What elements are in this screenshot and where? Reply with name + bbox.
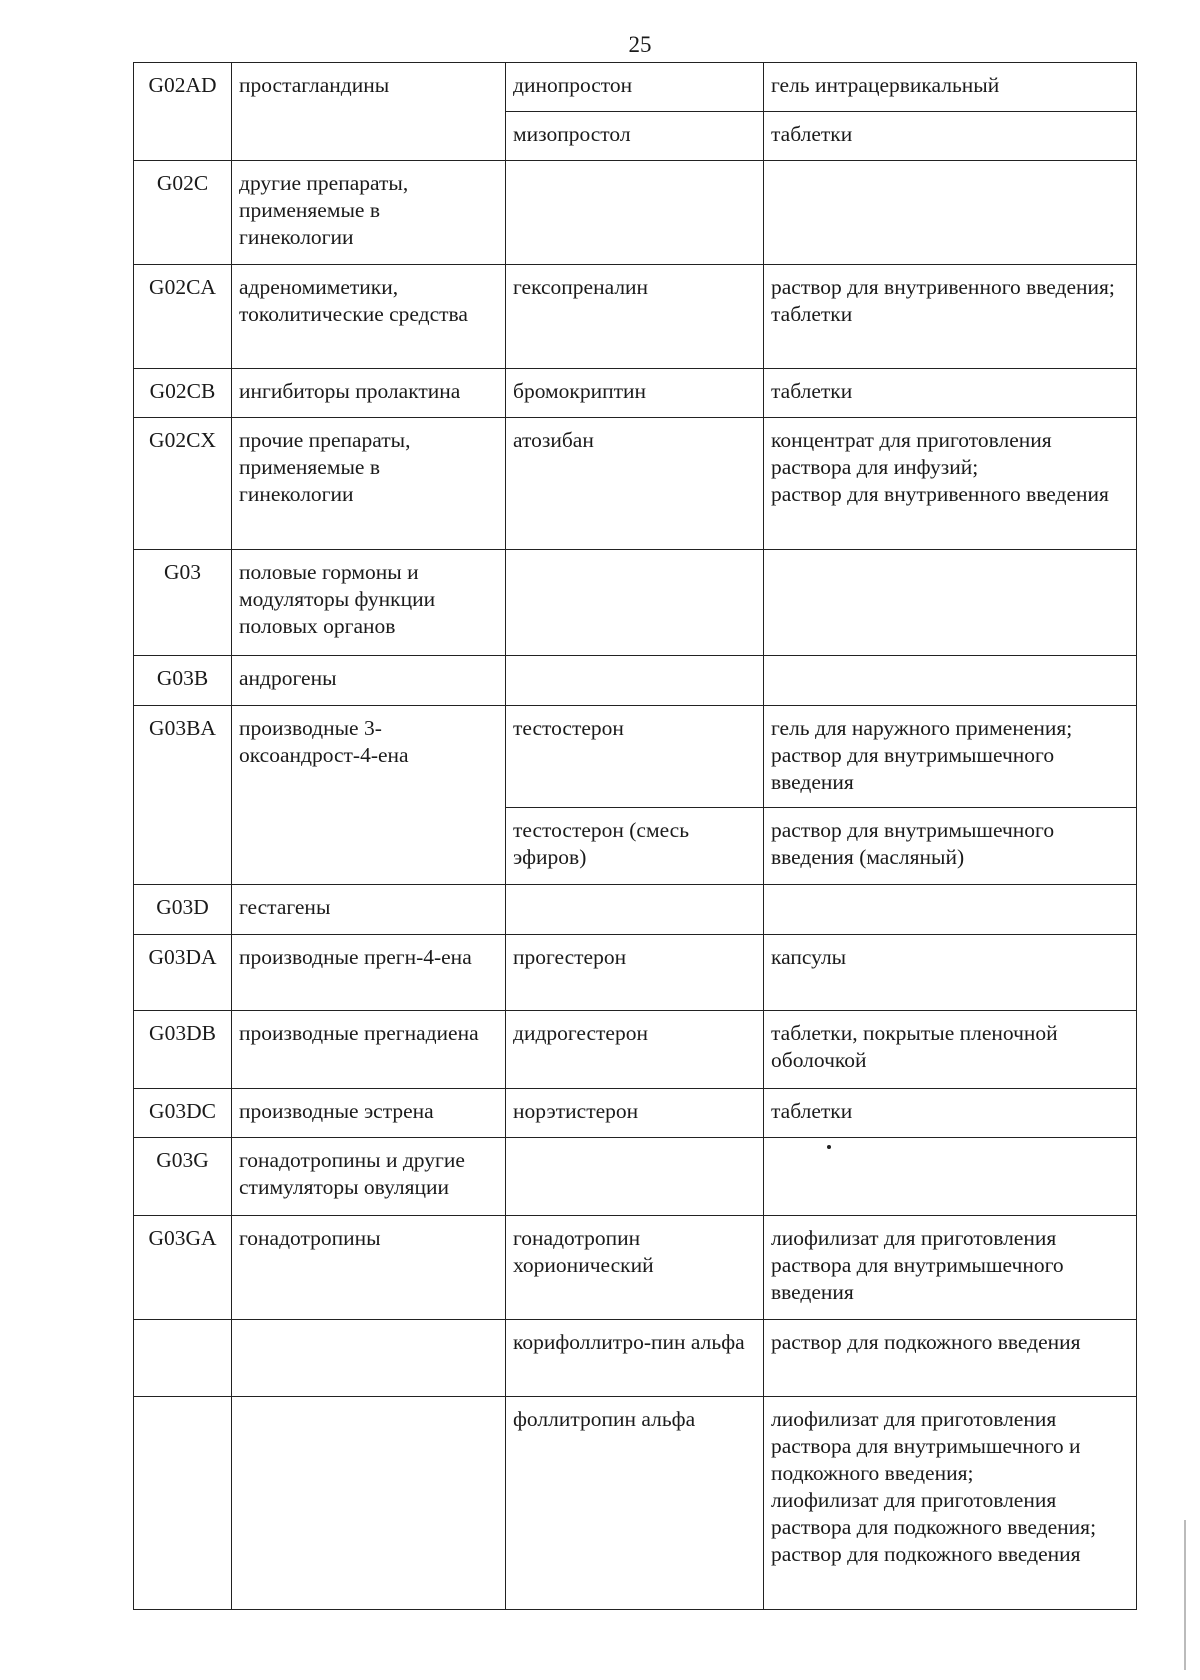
dosage-form-cell — [764, 1138, 1137, 1216]
group-name-cell — [232, 1320, 506, 1397]
atc-code-cell: G02CA — [134, 265, 232, 369]
atc-code-cell: G03D — [134, 885, 232, 935]
drug-name-cell — [506, 885, 764, 935]
atc-code-cell: G03DB — [134, 1011, 232, 1089]
dosage-form-cell: гель интрацервикальный — [764, 63, 1137, 112]
dosage-form-cell — [764, 656, 1137, 706]
table-row — [134, 161, 1137, 265]
table-row — [134, 265, 1137, 369]
atc-code-cell: G03 — [134, 550, 232, 656]
drug-name-cell: мизопростол — [506, 112, 764, 161]
scan-speck — [827, 1145, 831, 1149]
table-row — [134, 1216, 1137, 1320]
group-name-cell: гонадотропины — [232, 1216, 506, 1320]
dosage-form-cell: таблетки, покрытые пленочной оболочкой — [764, 1011, 1137, 1089]
group-name-cell: адреномиметики, токолитические средства — [232, 265, 506, 369]
dosage-form-cell: концентрат для приготовления раствора для инфузий; раствор для внутривенного введения — [764, 418, 1137, 550]
drug-name-cell: динопростон — [506, 63, 764, 112]
dosage-form-cell — [764, 885, 1137, 935]
group-name-cell: гонадотропины и другие стимуляторы овуляции — [232, 1138, 506, 1216]
drug-name-cell: прогестерон — [506, 935, 764, 1011]
table-row — [134, 1397, 1137, 1610]
drug-name-cell: дидрогестерон — [506, 1011, 764, 1089]
table-row — [134, 418, 1137, 550]
table-row — [134, 63, 1137, 112]
group-name-cell: производные прегнадиена — [232, 1011, 506, 1089]
dosage-form-cell: таблетки — [764, 369, 1137, 418]
table-row — [134, 1320, 1137, 1397]
drug-name-cell: фоллитропин альфа — [506, 1397, 764, 1610]
drug-name-cell: бромокриптин — [506, 369, 764, 418]
atc-code-cell: G03DA — [134, 935, 232, 1011]
dosage-form-cell: раствор для подкожного введения — [764, 1320, 1137, 1397]
drug-name-cell: гексопреналин — [506, 265, 764, 369]
atc-code-cell: G03G — [134, 1138, 232, 1216]
table-row — [134, 1138, 1137, 1216]
atc-code-cell: G03B — [134, 656, 232, 706]
drug-name-cell — [506, 1138, 764, 1216]
dosage-form-cell: лиофилизат для приготовления раствора для внутримышечного введения — [764, 1216, 1137, 1320]
table-row — [134, 885, 1137, 935]
dosage-form-cell: таблетки — [764, 1089, 1137, 1138]
atc-code-cell: G03GA — [134, 1216, 232, 1320]
dosage-form-cell — [764, 550, 1137, 656]
drug-classification-table — [133, 62, 1137, 1610]
group-name-cell: половые гормоны и модуляторы функции половых органов — [232, 550, 506, 656]
atc-code-cell — [134, 1320, 232, 1397]
dosage-form-cell: таблетки — [764, 112, 1137, 161]
atc-code-cell: G02C — [134, 161, 232, 265]
scan-edge-line — [1184, 1520, 1186, 1670]
group-name-cell: производные прегн-4-ена — [232, 935, 506, 1011]
dosage-form-cell: раствор для внутривенного введения; таблетки — [764, 265, 1137, 369]
atc-code-cell: G02CB — [134, 369, 232, 418]
drug-name-cell: атозибан — [506, 418, 764, 550]
drug-name-cell — [506, 550, 764, 656]
atc-code-cell — [134, 1397, 232, 1610]
drug-name-cell: норэтистерон — [506, 1089, 764, 1138]
drug-name-cell: корифоллитро-пин альфа — [506, 1320, 764, 1397]
group-name-cell: производные 3-оксоандрост-4-ена — [232, 706, 506, 885]
dosage-form-cell — [764, 161, 1137, 265]
group-name-cell: андрогены — [232, 656, 506, 706]
group-name-cell: производные эстрена — [232, 1089, 506, 1138]
drug-name-cell: гонадотропин хорионический — [506, 1216, 764, 1320]
group-name-cell — [232, 1397, 506, 1610]
dosage-form-cell: капсулы — [764, 935, 1137, 1011]
drug-name-cell — [506, 161, 764, 265]
dosage-form-cell: гель для наружного применения; раствор для внутримышечного введения — [764, 706, 1137, 808]
atc-code-cell: G03BA — [134, 706, 232, 885]
group-name-cell: другие препараты, применяемые в гинекологии — [232, 161, 506, 265]
group-name-cell: простагландины — [232, 63, 506, 161]
dosage-form-cell: раствор для внутримышечного введения (масляный) — [764, 808, 1137, 885]
page-number: 25 — [628, 32, 652, 57]
atc-code-cell: G02AD — [134, 63, 232, 161]
table-row — [134, 550, 1137, 656]
table-row — [134, 706, 1137, 808]
table-row — [134, 369, 1137, 418]
atc-code-cell: G02CX — [134, 418, 232, 550]
group-name-cell: прочие препараты, применяемые в гинекологии — [232, 418, 506, 550]
group-name-cell: ингибиторы пролактина — [232, 369, 506, 418]
group-name-cell: гестагены — [232, 885, 506, 935]
drug-name-cell — [506, 656, 764, 706]
table-row — [134, 1089, 1137, 1138]
drug-name-cell: тестостерон (смесь эфиров) — [506, 808, 764, 885]
atc-code-cell: G03DC — [134, 1089, 232, 1138]
table-row — [134, 656, 1137, 706]
drug-name-cell: тестостерон — [506, 706, 764, 808]
table-row — [134, 1011, 1137, 1089]
dosage-form-cell: лиофилизат для приготовления раствора для внутримышечного и подкожного введения; лиофилизат для приготовления раствора для подкожного введения; раствор для подкожного введения — [764, 1397, 1137, 1610]
table-row — [134, 935, 1137, 1011]
